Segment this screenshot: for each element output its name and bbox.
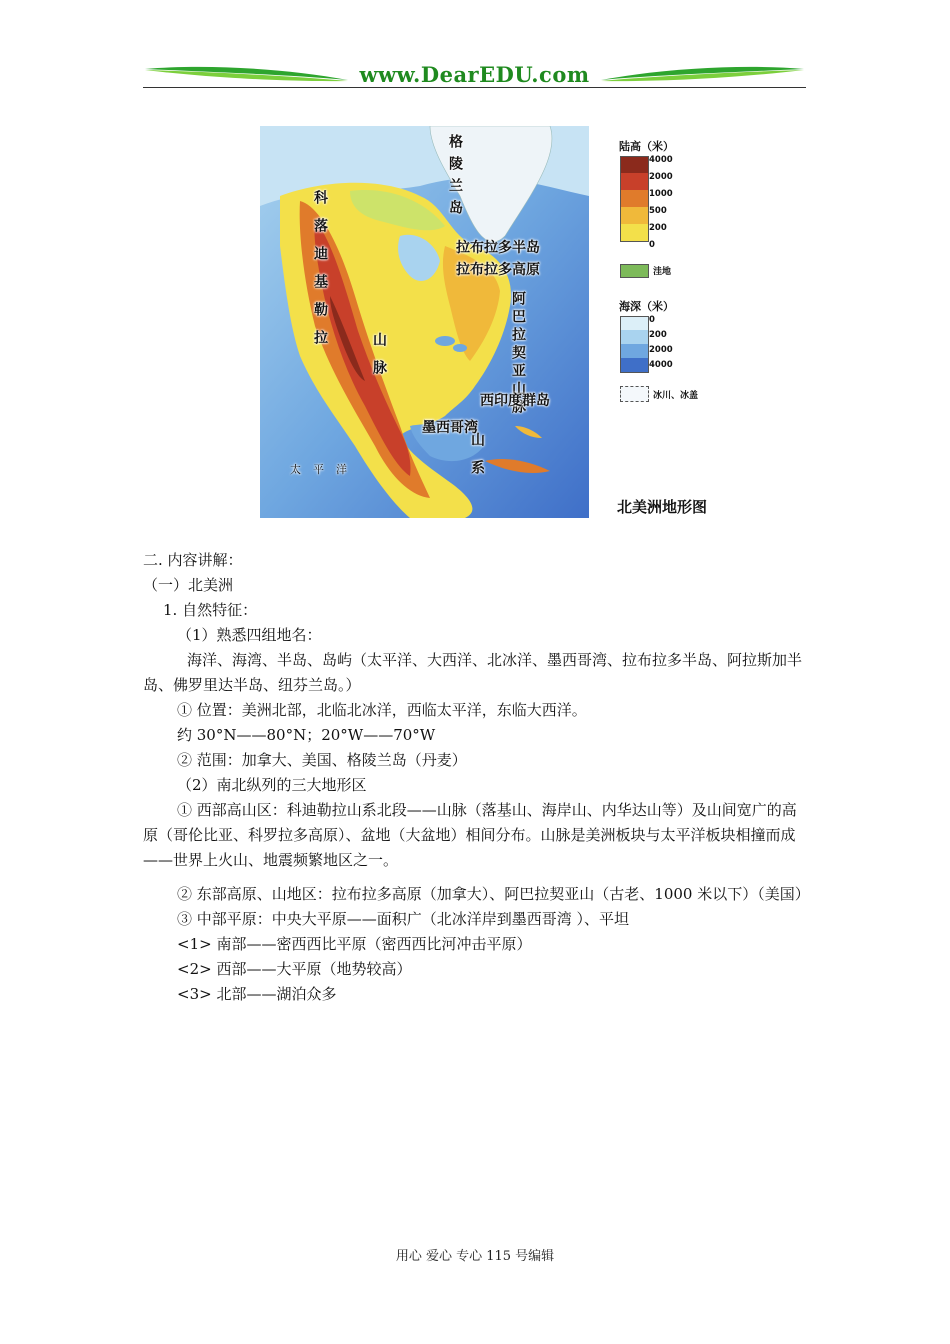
site-logo-text: www.DearEDU.com xyxy=(359,62,590,87)
paragraph-12: <3> 北部——湖泊众多 xyxy=(177,985,337,1003)
paragraph-5: ② 范围：加拿大、美国、格陵兰岛（丹麦） xyxy=(177,751,467,769)
legend-land-swatch xyxy=(620,173,649,191)
page-footer: 用心 爱心 专心 115 号编辑 xyxy=(395,1249,555,1264)
legend-sea-swatch xyxy=(620,358,649,373)
legend-land-tick: 1000 xyxy=(649,189,673,199)
map-label-cordillera-system: 山系 xyxy=(469,432,485,488)
paragraph-11: <2> 西部——大平原（地势较高） xyxy=(177,960,412,978)
terrain-map-image xyxy=(260,126,589,518)
item-heading: 1. 自然特征： xyxy=(163,601,258,619)
map-label-cordillera-mountains: 山脉 xyxy=(371,332,387,388)
legend-land-swatch xyxy=(620,190,649,208)
map-label-appalachian: 阿巴拉契亚山脉 xyxy=(510,291,526,417)
map-label-labrador-plateau: 拉布拉多高原 xyxy=(456,262,540,278)
paragraph-9: ③ 中部平原：中央大平原——面积广（北冰洋岸到墨西哥湾 ）、平坦 xyxy=(177,910,630,928)
legend-ice-swatch xyxy=(620,386,649,402)
map-label-labrador-peninsula: 拉布拉多半岛 xyxy=(456,240,540,256)
figure-title: 北美洲地形图 xyxy=(617,498,708,516)
legend-sea-swatch xyxy=(620,330,649,345)
map-label-gulf-of-mexico: 墨西哥湾 xyxy=(422,420,478,436)
paragraph-10: <1> 南部——密西西比平原（密西西比河冲击平原） xyxy=(177,935,532,953)
map-legend xyxy=(617,134,737,414)
legend-land-tick: 500 xyxy=(649,206,667,216)
subsection-heading: （一）北美洲 xyxy=(143,576,234,594)
map-label-pacific: 太平洋 xyxy=(290,463,359,476)
paragraph-3: ① 位置：美洲北部，北临北冰洋，西临太平洋，东临大西洋。 xyxy=(177,701,587,719)
map-label-cordillera: 科落迪基勒拉 xyxy=(312,190,328,358)
legend-land-tick: 2000 xyxy=(649,172,673,182)
page-header xyxy=(143,58,806,92)
north-america-terrain-figure xyxy=(212,124,738,518)
legend-land-swatch xyxy=(620,207,649,225)
legend-land-tick: 0 xyxy=(649,240,655,250)
legend-sea-tick: 4000 xyxy=(649,360,673,370)
legend-sea-tick: 0 xyxy=(649,315,655,325)
header-rule xyxy=(143,87,806,88)
paragraph-6: （2）南北纵列的三大地形区 xyxy=(177,776,367,794)
legend-land-title: 陆高（米） xyxy=(619,140,674,153)
legend-sea-swatch xyxy=(620,344,649,359)
map-label-west-indies: 西印度群岛 xyxy=(480,393,550,409)
legend-sea-title: 海深（米） xyxy=(619,300,674,313)
legend-sea-tick: 2000 xyxy=(649,345,673,355)
paragraph-2: 海洋、海湾、半岛、岛屿（太平洋、大西洋、北冰洋、墨西哥湾、拉布拉多半岛、阿拉斯加半岛、佛罗里达半岛、纽芬兰岛。） xyxy=(143,651,803,694)
content-body xyxy=(143,548,810,1007)
legend-lowland-swatch xyxy=(620,264,649,278)
legend-sea-tick: 200 xyxy=(649,330,667,340)
legend-land-tick: 200 xyxy=(649,223,667,233)
paragraph-8: ② 东部高原、山地区：拉布拉多高原（加拿大）、阿巴拉契亚山（古老、1000 米以下）（美国） xyxy=(177,885,810,903)
legend-land-tick: 4000 xyxy=(649,155,673,165)
section-heading: 二. 内容讲解： xyxy=(143,551,243,569)
legend-land-swatch xyxy=(620,224,649,242)
legend-ice-label: 冰川、冰盖 xyxy=(653,391,699,401)
paragraph-1: （1）熟悉四组地名： xyxy=(177,626,322,644)
map-label-greenland: 格陵兰岛 xyxy=(447,134,463,222)
legend-lowland-label: 洼地 xyxy=(653,267,672,277)
paragraph-7: ① 西部高山区：科迪勒拉山系北段——山脉（落基山、海岸山、内华达山等）及山间宽广的高原（哥伦比亚、科罗拉多高原）、盆地（大盆地）相间分布。山脉是美洲板块与太平洋板块相撞而成——世界上火山、地震频繁地区之一。 xyxy=(143,801,797,869)
paragraph-4: 约 30°N——80°N；20°W——70°W xyxy=(177,726,436,744)
